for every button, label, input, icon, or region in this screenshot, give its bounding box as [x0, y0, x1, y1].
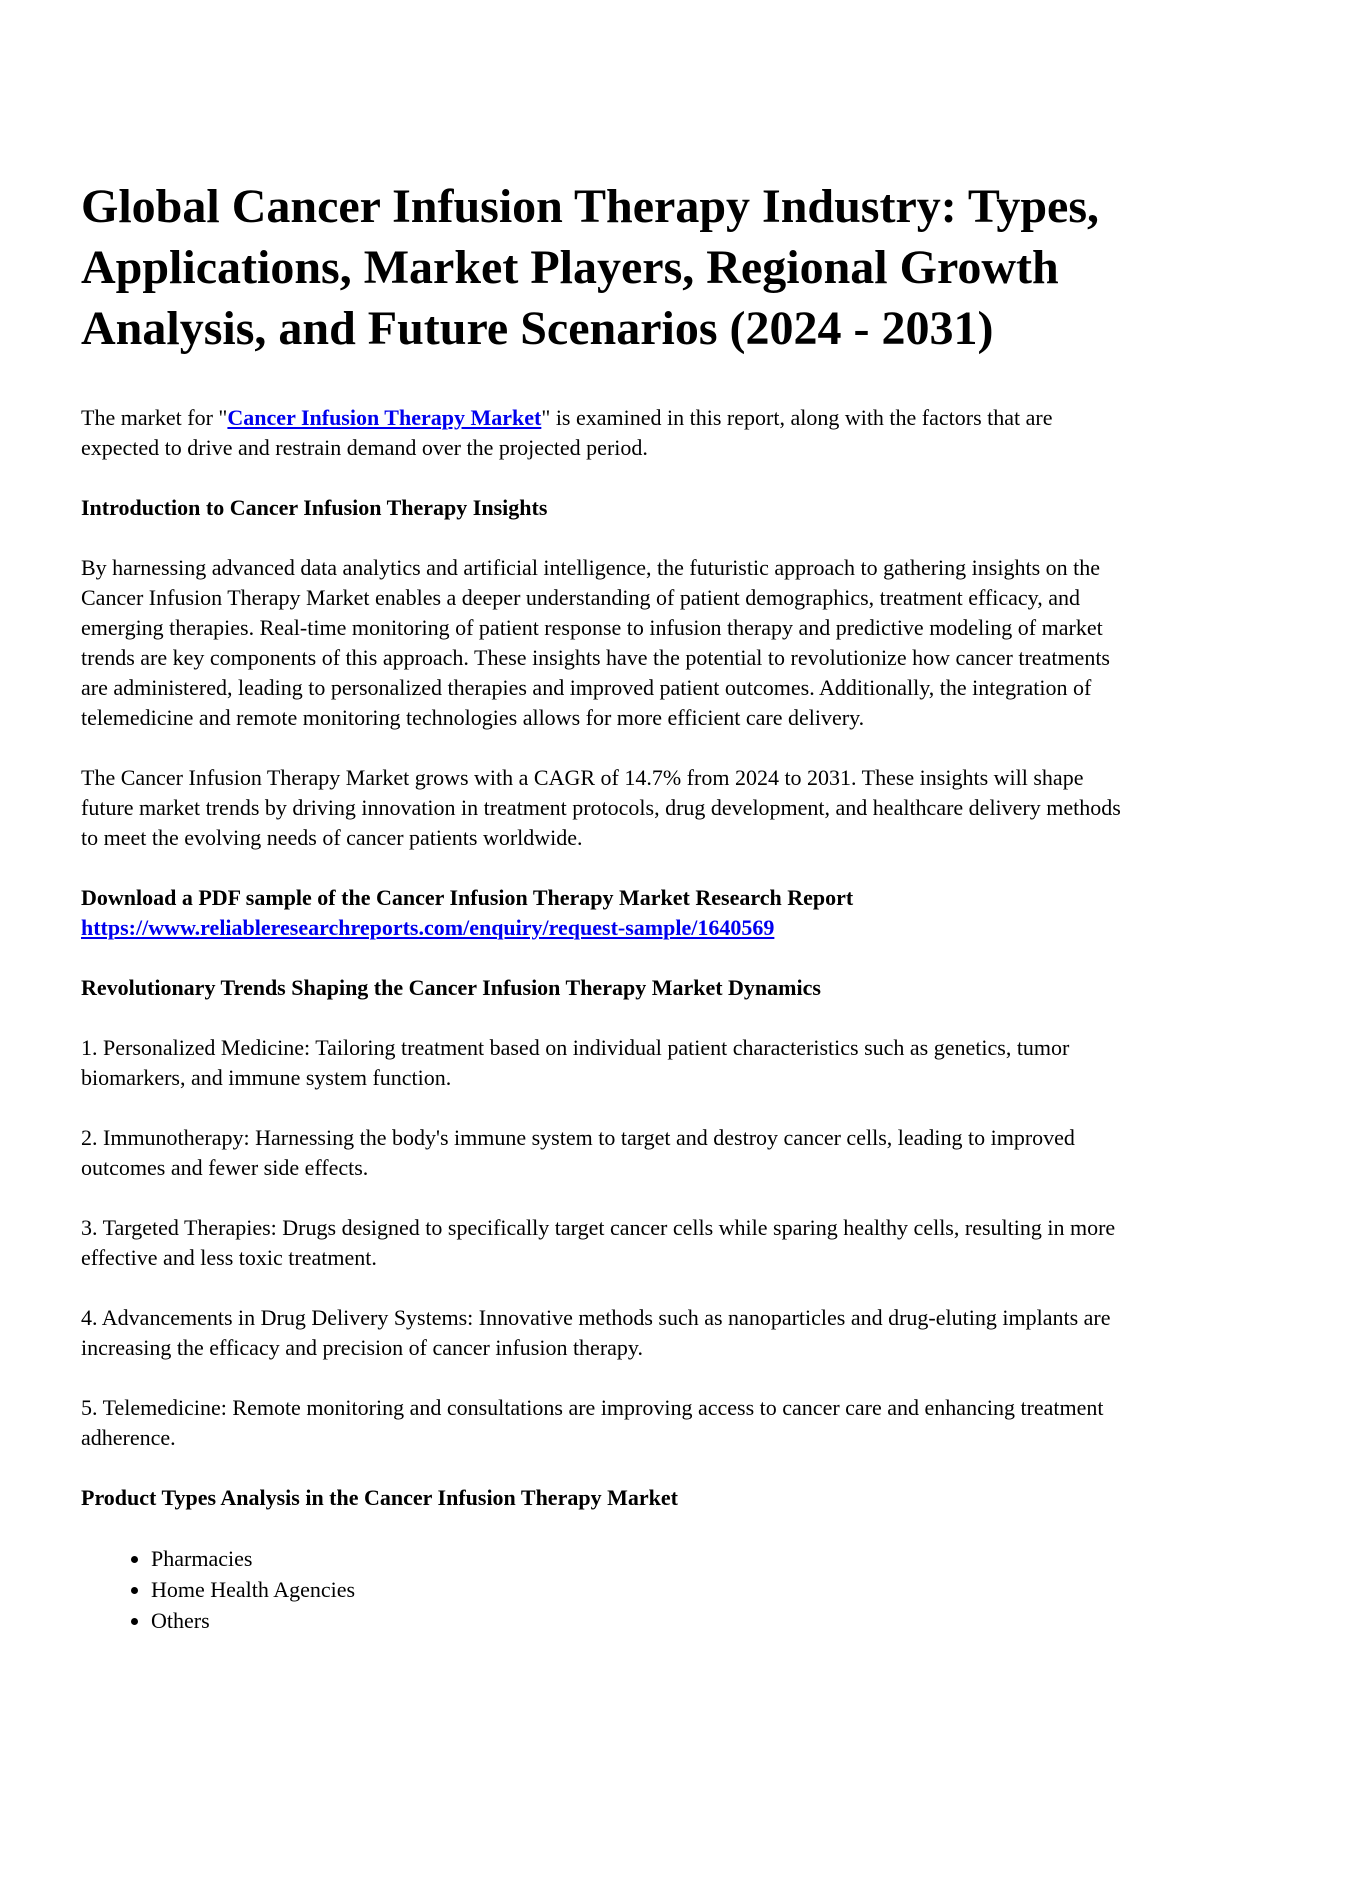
product-types-list — [81, 1543, 1201, 1636]
product-type-item: • Pharmacies — [151, 1543, 1201, 1574]
trend-item-targeted-therapies: 3. Targeted Therapies: Drugs designed to specifically target cancer cells while sparing healthy cells, resulting in more effective and less toxic treatment. — [81, 1215, 1116, 1270]
intro-text-before: The market for " — [81, 405, 228, 430]
insights-paragraph: By harnessing advanced data analytics and artificial intelligence, the futuristic approach to gathering insights on the Cancer Infusion Therapy Market enables a deeper understanding of patient demographics, treatment efficacy, and emerging therapies. Real-time monitoring of patient response to infusion therapy and predictive modeling of market trends are key components of this approach. These insights have the potential to revolutionize how cancer treatments are administered, leading to personalized therapies and improved patient outcomes. Additionally, the integration of telemedicine and remote monitoring technologies allows for more efficient care delivery. — [81, 555, 1110, 730]
section-heading-trends: Revolutionary Trends Shaping the Cancer Infusion Therapy Market Dynamics — [81, 975, 821, 1000]
cagr-paragraph: The Cancer Infusion Therapy Market grows with a CAGR of 14.7% from 2024 to 2031. These insights will shape future market trends by driving innovation in treatment protocols, drug development, and healthcare delivery methods to meet the evolving needs of cancer patients worldwide. — [81, 765, 1121, 850]
market-report-link[interactable]: Cancer Infusion Therapy Market — [227, 405, 542, 430]
product-type-item: • Home Health Agencies — [151, 1574, 1201, 1605]
intro-paragraph — [81, 403, 1131, 463]
trend-item-immunotherapy: 2. Immunotherapy: Harnessing the body's immune system to target and destroy cancer cells, leading to improved outcomes and fewer side effects. — [81, 1125, 1075, 1180]
download-sample-label: Download a PDF sample of the Cancer Infusion Therapy Market Research Report — [81, 885, 854, 910]
product-type-item: • Others — [151, 1605, 1201, 1636]
page-title: Global Cancer Infusion Therapy Industry: Types, Applications, Market Players, Regional Growth Analysis, and Future Scenarios (2024 - 2031) — [81, 180, 1100, 355]
download-sample-block — [81, 883, 1131, 943]
section-heading-introduction: Introduction to Cancer Infusion Therapy Insights — [81, 495, 548, 520]
trend-item-telemedicine: 5. Telemedicine: Remote monitoring and consultations are improving access to cancer care and enhancing treatment adherence. — [81, 1395, 1104, 1450]
trend-item-drug-delivery: 4. Advancements in Drug Delivery Systems: Innovative methods such as nanoparticles and drug-eluting implants are increasing the efficacy and precision of cancer infusion therapy. — [81, 1305, 1111, 1360]
trend-item-personalized-medicine: 1. Personalized Medicine: Tailoring treatment based on individual patient characteristics such as genetics, tumor biomarkers, and immune system function. — [81, 1035, 1070, 1090]
intro-text-after: " is examined in this report, along with the factors that are expected to drive and restrain demand over the projected period. — [81, 405, 1053, 460]
section-heading-product-types: Product Types Analysis in the Cancer Infusion Therapy Market — [81, 1485, 678, 1510]
request-sample-link[interactable]: https://www.reliableresearchreports.com/enquiry/request-sample/1640569 — [81, 915, 775, 940]
